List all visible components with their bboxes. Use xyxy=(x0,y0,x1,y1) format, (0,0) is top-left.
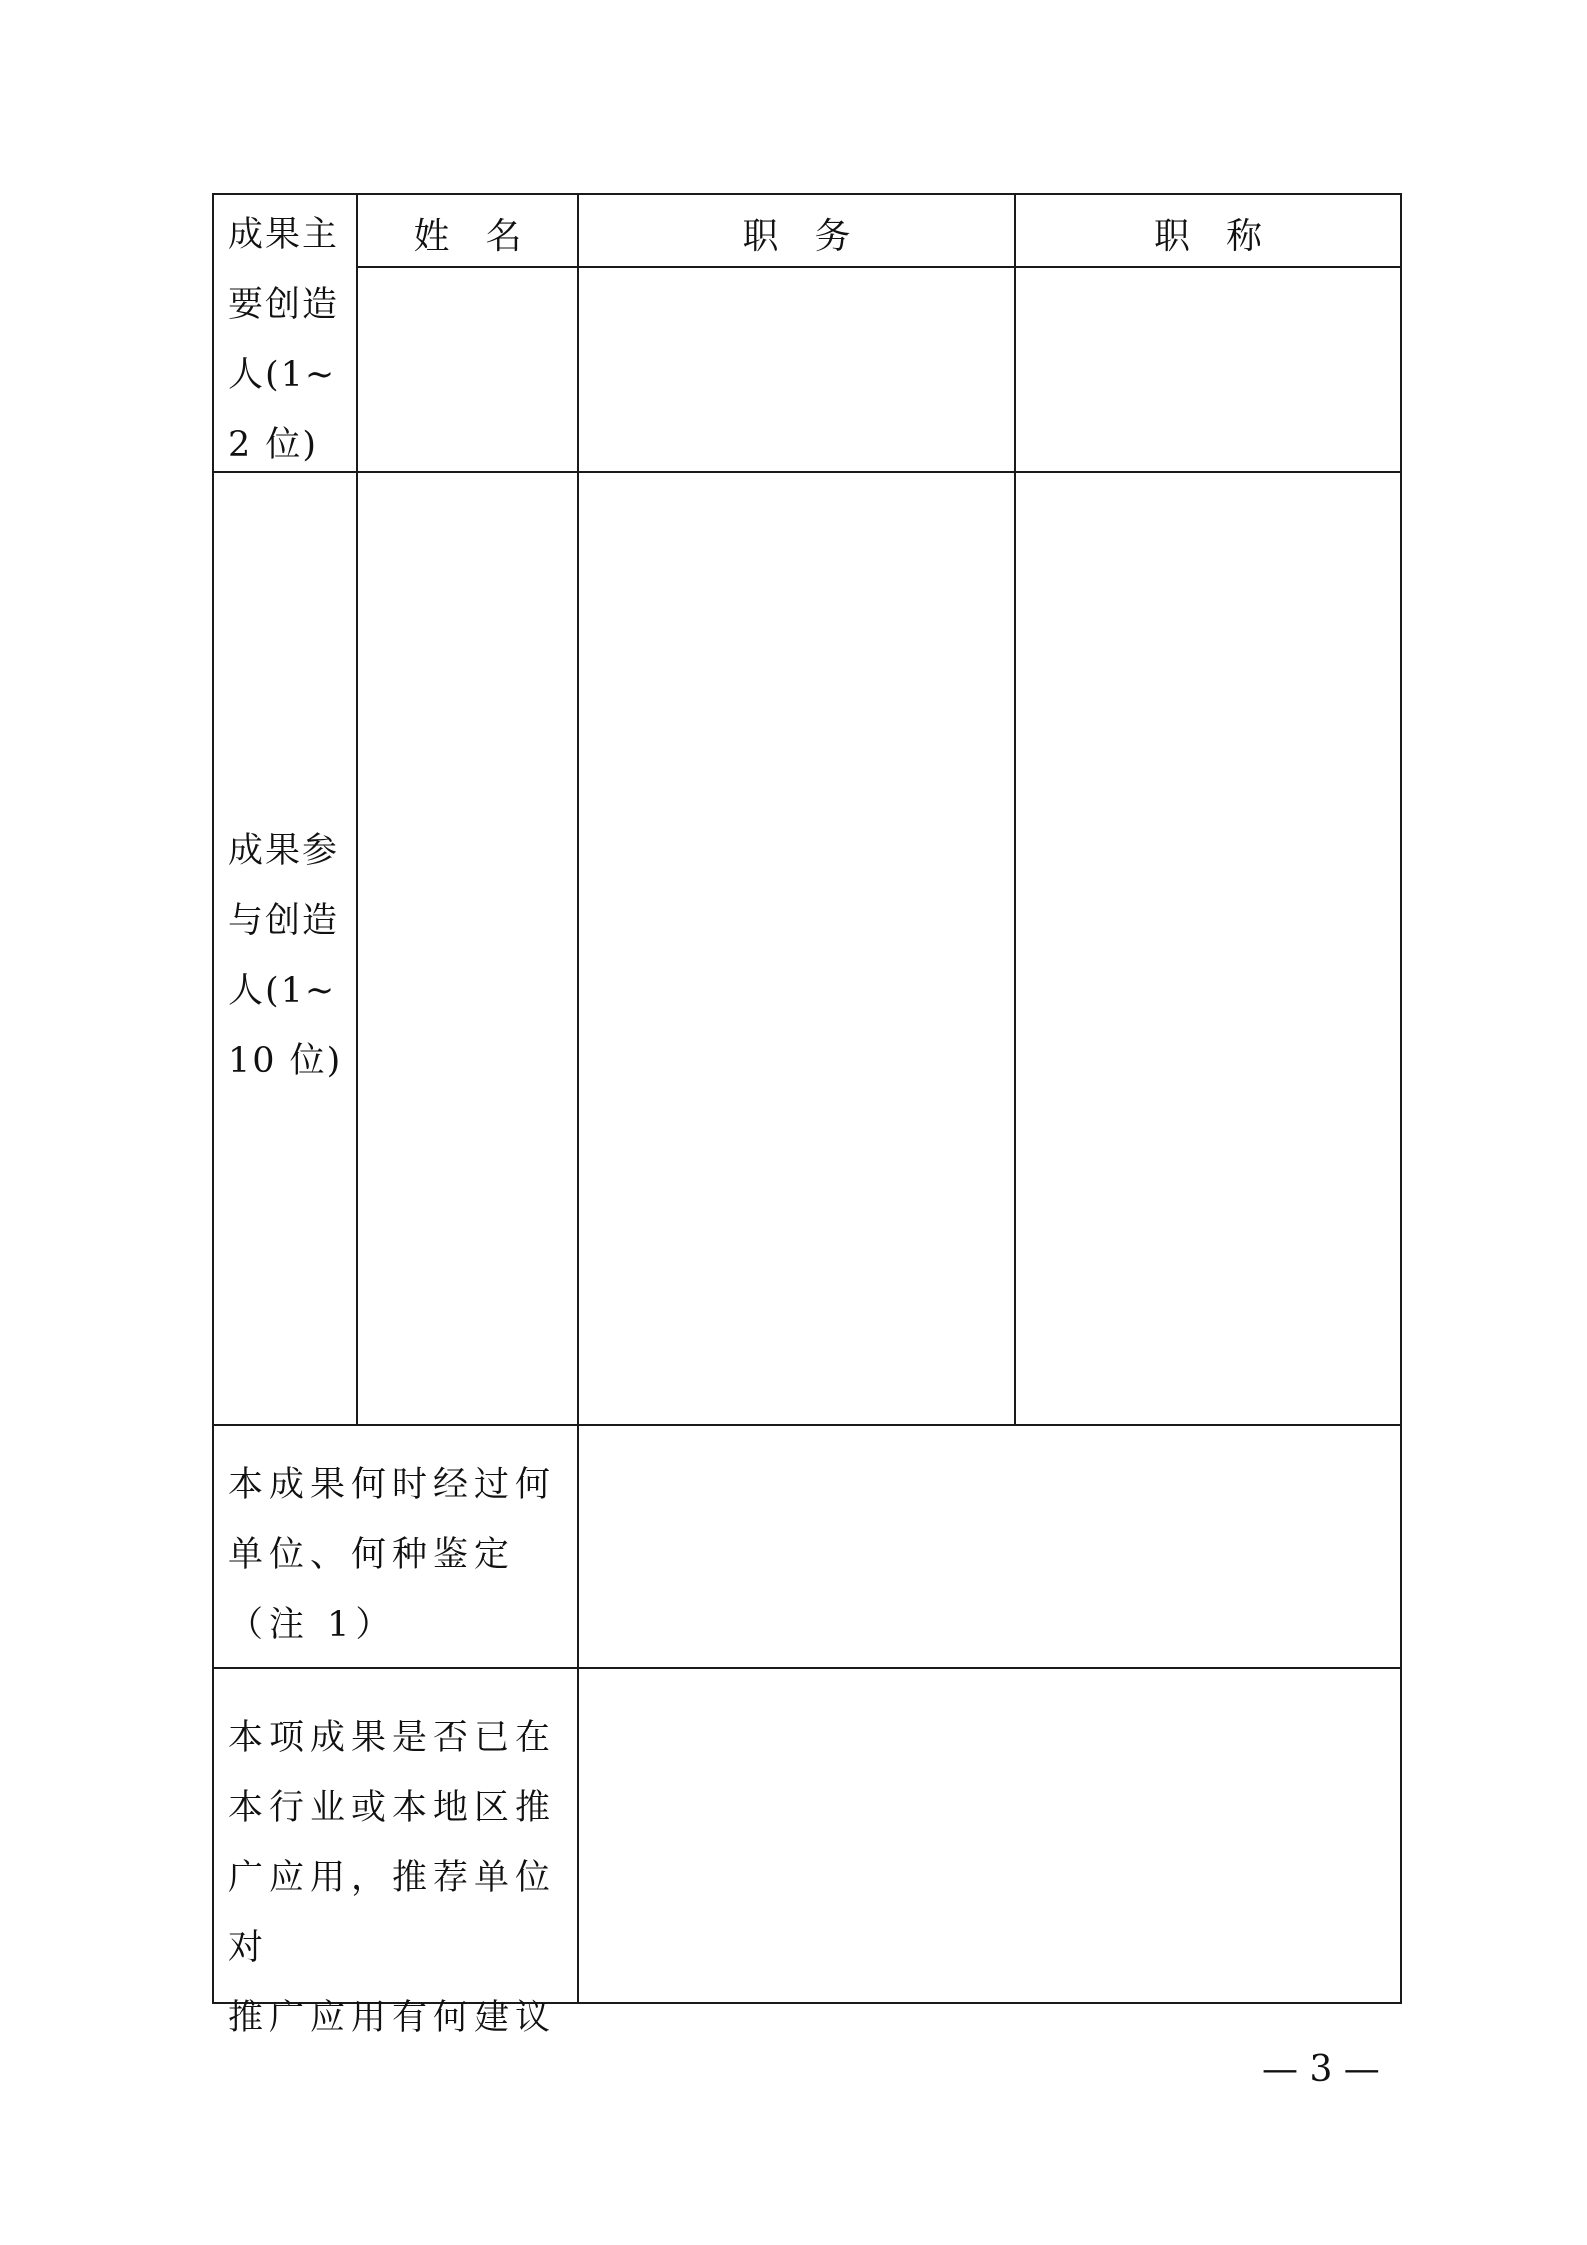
participant-title-cell[interactable] xyxy=(1016,473,1400,1424)
table-border-left xyxy=(212,193,214,2004)
participant-position-cell[interactable] xyxy=(579,473,1014,1424)
header-name: 姓 名 xyxy=(413,216,522,257)
header-title: 职 称 xyxy=(1153,216,1262,257)
page-number: — 3 — xyxy=(1262,2049,1380,2090)
participant-name-cell[interactable] xyxy=(358,473,577,1424)
appraisal-label: 本成果何时经过何 单位、何种鉴定 （注 1） xyxy=(228,1465,557,1645)
table-border-right xyxy=(1400,193,1402,2004)
table-border-top xyxy=(212,193,1402,195)
main-creator-name-cell[interactable] xyxy=(358,268,577,471)
participants-label: 成果参 与创造 人(1~ 10 位) xyxy=(228,831,343,1081)
main-creators-label: 成果主 要创造 人(1~ 2 位) xyxy=(228,215,340,465)
promotion-label: 本项成果是否已在 本行业或本地区推 广应用，推荐单位对 推广应用有何建议 xyxy=(228,1718,557,2038)
header-position: 职 务 xyxy=(742,216,851,257)
promotion-content-cell[interactable] xyxy=(579,1669,1400,2002)
main-creator-position-cell[interactable] xyxy=(579,268,1014,471)
appraisal-content-cell[interactable] xyxy=(579,1426,1400,1667)
main-creator-title-cell[interactable] xyxy=(1016,268,1400,471)
